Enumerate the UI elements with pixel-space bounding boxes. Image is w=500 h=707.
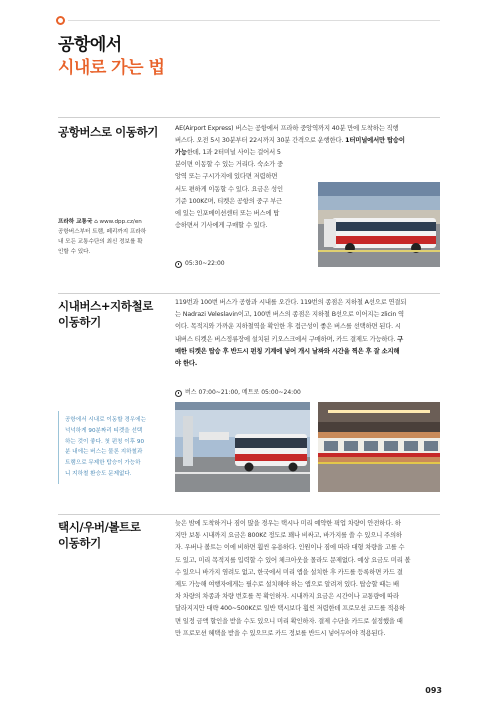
heading-line: 택시/우버/볼트로 — [58, 520, 141, 534]
heading-taxi — [58, 519, 141, 551]
bold-text: 야 한다. — [175, 360, 198, 368]
section-divider — [58, 293, 440, 294]
heading-city-bus — [58, 298, 153, 330]
bold-text: 구 — [397, 335, 404, 343]
airport-bus-paragraph — [175, 123, 441, 147]
text-span: 한데, 1과 2터미널 사이는 걸어서 5 — [186, 149, 281, 156]
text-line: 승하면서 기사에게 구매할 수 있다. — [175, 222, 268, 230]
title-line-2: 시내로 가는 법 — [58, 58, 165, 78]
title-line-1: 공항에서 — [58, 35, 122, 55]
text-line: 늦은 밤에 도착하거나 짐이 많을 경우는 택시나 미리 예약한 픽업 차량이 안전하다. 하 — [175, 520, 401, 527]
hours-text: 버스 07:00~21:00, 메트로 05:00~24:00 — [185, 389, 301, 396]
note-line: 인할 수 있다. — [58, 249, 91, 255]
text-span: 내버스 티켓은 버스정류장에 설치된 키오스크에서 구매하며, 카드 결제도 가능하다. — [175, 335, 396, 343]
top-divider — [68, 20, 440, 21]
bold-text: 1터미널에서만 탑승이 — [345, 137, 405, 145]
taxi-paragraph — [175, 518, 443, 640]
city-bus-hours — [175, 387, 301, 399]
section-divider — [58, 117, 440, 118]
section-marker-icon — [56, 16, 65, 25]
text-line: 앙역 또는 구시가지에 있다면 저렴하면 — [175, 173, 278, 181]
text-line: 차 차량의 차종과 차량 번호를 꼭 확인하자. 시내까지 요금은 시간이나 교통량에 따라 — [175, 593, 399, 601]
note-line: 니 지하철 환승도 문제없다. — [65, 470, 132, 477]
home-icon: ⌂ — [94, 219, 98, 225]
text-line: 에 있는 인포메이션센터 또는 버스에 탑 — [175, 210, 280, 218]
text-line: 만 프로모션 혜택을 받을 수 있으므로 카드 정보를 반드시 넣어두어야 적용된다. — [175, 629, 386, 637]
text-line: AE(Airport Express) 버스는 공항에서 프라하 중앙역까지 40분 만에 도착하는 직행 — [175, 125, 399, 132]
text-line: 달라지지만 대략 400~500Kč로 일반 택시보다 훨씬 저렴한데 프로모션 코드를 적용하 — [175, 605, 406, 613]
airport-bus-photo — [318, 182, 440, 267]
text-line: 이다. 목적지와 가까운 지하철역을 확인한 후 접근성이 좋은 버스를 선택하면 된다. 시 — [175, 323, 401, 331]
text-line — [175, 346, 443, 358]
text-line — [175, 147, 315, 159]
note-line: 공항버스부터 트램, 페리까지 프라하 — [58, 229, 147, 235]
text-line: 는 Nadrazi Veleslavin이고, 100번 버스의 종점은 지하철 B선으로 이어지는 zlicin 역 — [175, 311, 404, 319]
text-line: 119번과 100번 버스가 공항과 시내를 오간다. 119번의 종점은 지하철 A선으로 연결되 — [175, 299, 407, 306]
hours-text: 05:30~22:00 — [185, 260, 225, 267]
note-line: 하는 것이 좋다. 첫 펀칭 이후 90 — [65, 438, 145, 445]
note-line: 공항에서 시내로 이동할 경우에는 — [65, 417, 146, 423]
note-line: 트램으로 무제한 탑승이 가능하 — [65, 460, 141, 467]
section-divider — [58, 514, 440, 515]
note-title: 프라하 교통국 — [58, 219, 93, 225]
clock-icon — [175, 390, 182, 397]
heading-line: 이동하기 — [58, 315, 101, 329]
text-line: 기준 100Kč며, 티켓은 공항의 중구 부근 — [175, 197, 283, 205]
page-title — [58, 34, 164, 80]
clock-icon — [175, 261, 182, 268]
note-line: 넉넉하게 90분짜리 티켓을 선택 — [65, 427, 143, 434]
text-span: 버스다. 오전 5시 30분부터 22시까지 30분 간격으로 운행한다. — [175, 137, 344, 145]
text-line: 자. 우버나 볼트는 이에 비하면 훨씬 유용하다. 인원이나 짐에 따라 대형 차량을 고를 수 — [175, 544, 405, 552]
text-line: 분이면 이동할 수 있는 거리다. 숙소가 중 — [175, 161, 283, 169]
text-line: 수 있으니 바가지 염려도 없고, 한국에서 미리 앱을 설치한 후 카드를 등록하면 카드 결 — [175, 568, 403, 576]
text-line — [175, 334, 443, 346]
heading-line: 이동하기 — [58, 536, 101, 550]
metro-station-photo — [318, 402, 440, 492]
note-header — [58, 217, 160, 227]
city-bus-paragraph — [175, 297, 443, 370]
note-line: 분 내에는 버스는 물론 지하철과 — [65, 449, 143, 456]
transport-info-note — [58, 217, 160, 257]
text-line: 서도 편하게 이동할 수 있다. 요금은 성인 — [175, 185, 283, 193]
text-line: 지만 보통 시내까지 요금은 800Kč 정도로 꽤나 비싸고, 바가지를 쓸 수 있으니 주의하 — [175, 532, 402, 540]
text-line: 면 일정 금액 할인을 받을 수도 있으니 미리 확인하자. 결제 수단을 카드로 설정했을 때 — [175, 617, 403, 625]
heading-line: 시내버스+지하철로 — [58, 299, 153, 313]
airport-bus-paragraph-side — [175, 147, 315, 232]
page-number: 093 — [425, 686, 442, 695]
text-line — [175, 358, 443, 370]
airport-bus-hours — [175, 258, 225, 270]
city-bus-photo — [175, 402, 310, 492]
note-url[interactable]: www.dpp.cz/en — [99, 219, 142, 225]
text-line: 제도 가능해 여행자에게는 필수로 설치해야 하는 앱으로 알려져 있다. 탑승할 때는 배 — [175, 581, 399, 589]
note-line: 내 모든 교통수단의 최신 정보를 확 — [58, 239, 143, 245]
text-line — [175, 135, 441, 147]
bold-text: 가능 — [175, 149, 187, 156]
text-line: 도 있고, 미리 목적지를 입력할 수 있어 체크아웃을 몰라도 문제없다. 예상 요금도 미리 볼 — [175, 556, 411, 564]
heading-airport-bus: 공항버스로 이동하기 — [58, 125, 158, 139]
ticket-tip-note — [58, 411, 160, 484]
bold-text: 매한 티켓은 탑승 후 반드시 펀칭 기계에 넣어 개시 날짜와 시간을 찍은 후 잘 소지해 — [175, 347, 400, 355]
